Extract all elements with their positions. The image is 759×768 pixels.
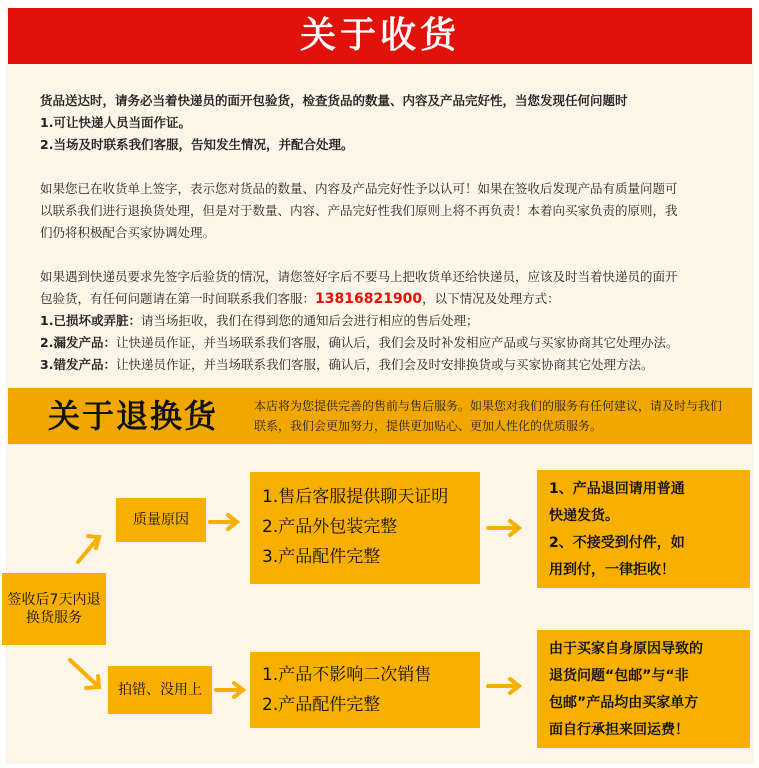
receipt-banner: 关于收货: [8, 8, 752, 64]
quality-req-1: 1.售后客服提供聊天证明: [262, 487, 449, 507]
phone-number: 13816821900: [315, 291, 423, 307]
para2-line2: 以联系我们进行退换货处理，但是对于数量、内容、产品完好性我们原则上将不再负责！本着向买家负责的原则，我: [40, 203, 678, 218]
para2-line3: 们仍将积极配合买家协调处理。: [40, 225, 216, 240]
case3-text: 让快递员作证，并当场联系我们客服，确认后，我们会及时安排换货或与买家协商其它处理方法。: [115, 357, 654, 372]
start-box: 签收后7天内退换货服务: [2, 573, 106, 645]
case1-label: 1.已损坏或弄脏：: [40, 313, 141, 328]
arrow-up-icon: [78, 538, 98, 562]
wrong-box: 拍错、没用上: [108, 666, 212, 714]
quality-result-2: 快递发货。: [549, 508, 619, 524]
returns-title: 关于退换货: [48, 397, 219, 435]
wrong-req-1: 1.产品不影响二次销售: [262, 665, 432, 685]
wrong-result-3: 包邮”产品均由买家单方: [549, 695, 699, 711]
receipt-item-2: 2.当场及时联系我们客服，告知发生情况，并配合处理。: [40, 137, 354, 152]
returns-desc: 本店将为您提供完善的售前与售后服务。如果您对我们的服务有任何建议，请及时与我们联系，我们会更加努力，提供更加贴心、更加人性化的优质服务。: [254, 399, 723, 433]
case2-text: 让快递员作证，并当场联系我们客服，确认后，我们会及时补发相应产品或与买家协商其它处理办法。: [115, 335, 679, 350]
wrong-result-2: 退货问题“包邮”与“非: [549, 668, 689, 684]
para3-line1: 如果遇到快递员要求先签字后验货的情况，请您签好字后不要马上把收货单还给快递员，应该及时当着快递员的面开: [40, 269, 678, 284]
wrong-req-2: 2.产品配件完整: [262, 695, 381, 715]
intro-line: 货品送达时，请务必当着快递员的面开包验货，检查货品的数量、内容及产品完好性，当您发现任何问题时: [40, 93, 628, 108]
quality-result-1: 1、产品退回请用普通: [549, 481, 685, 497]
quality-box: 质量原因: [116, 498, 206, 542]
para2-line1: 如果您已在收货单上签字，表示您对货品的数量、内容及产品完好性予以认可！如果在签收后发现产品有质量问题可: [40, 181, 678, 196]
quality-result-4: 用到付，一律拒收！: [549, 562, 675, 578]
case1-text: 请当场拒收，我们在得到您的通知后会进行相应的售后处理；: [140, 313, 479, 328]
arrow-down-icon: [70, 660, 98, 686]
para3-prefix: 包验货，有任何问题请在第一时间联系我们客服：: [40, 291, 316, 306]
receipt-item-1: 1.可让快递人员当面作证。: [40, 115, 191, 130]
case2-label: 2.漏发产品：: [40, 335, 116, 350]
quality-req-3: 3.产品配件完整: [262, 547, 381, 567]
para3-suffix: ，以下情况及处理方式：: [422, 291, 560, 306]
quality-req-2: 2.产品外包装完整: [262, 517, 398, 537]
case3-label: 3.错发产品：: [40, 357, 116, 372]
wrong-result-1: 由于买家自身原因导致的: [549, 641, 703, 657]
wrong-result-4: 面自行承担来回运费！: [549, 722, 689, 738]
quality-result-3: 2、不接受到付件，如: [549, 535, 685, 551]
